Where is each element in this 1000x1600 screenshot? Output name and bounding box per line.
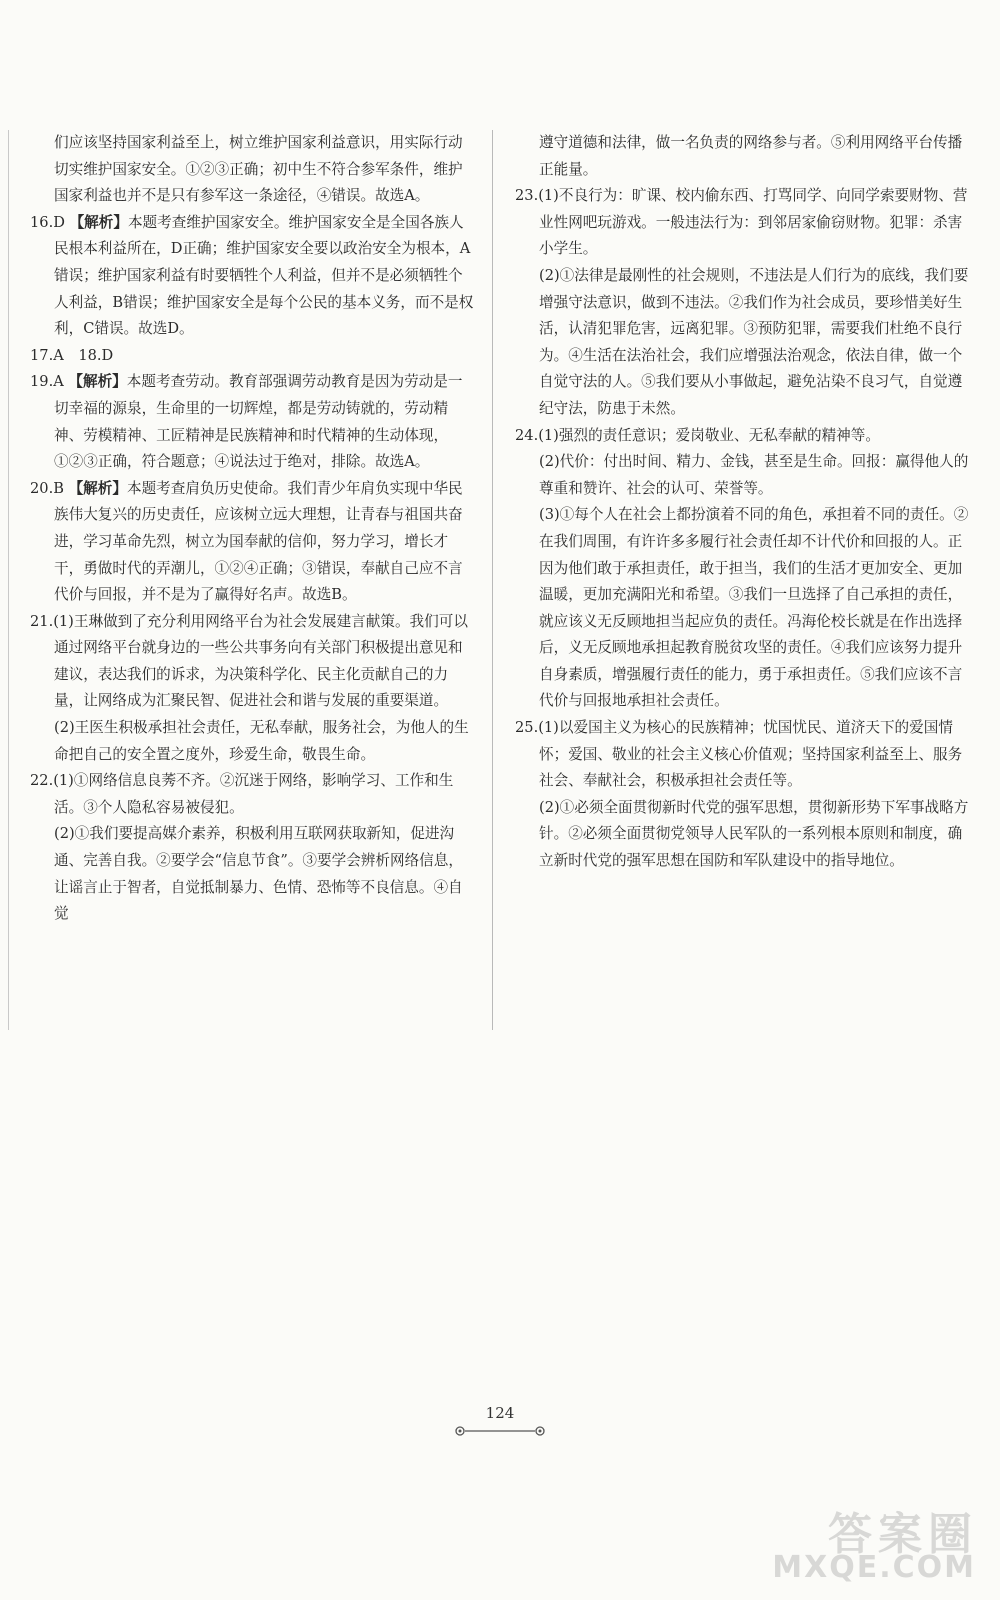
- answer-24-part1: 24.(1)强烈的责任意识；爱岗敬业、无私奉献的精神等。: [515, 426, 880, 444]
- watermark-logo: [738, 1498, 988, 1590]
- answer-24-part2: (2)代价：付出时间、精力、金钱，甚至是生命。回报：赢得他人的尊重和赞许、社会的认可、荣誉等。: [539, 453, 969, 497]
- answer-19: [30, 369, 475, 475]
- answer-16: [30, 210, 475, 343]
- watermark-title: 答案圈: [828, 1509, 978, 1560]
- answer-25-part1: 25.(1)以爱国主义为核心的民族精神；忧国忧民、道济天下的爱国情怀；爱国、敬业的社会主义核心价值观；坚持国家利益至上、服务社会、奉献社会，积极承担社会责任等。: [515, 719, 963, 790]
- analysis-tag: 【解析】: [68, 479, 127, 497]
- answer-23-part1: 23.(1)不良行为：旷课、校内偷东西、打骂同学、向同学索要财物、营业性网吧玩游戏。一般违法行为：到邻居家偷窃财物。犯罪：杀害小学生。: [515, 187, 968, 258]
- answer-19-choice: 19.A: [30, 373, 69, 391]
- answer-19-text: 本题考查劳动。教育部强调劳动教育是因为劳动是一切幸福的源泉，生命里的一切辉煌，都是劳动铸就的，劳动精神、劳模精神、工匠精神是民族精神和时代精神的生动体现，①②③正确，符合题意；④说法过于绝对，排除。故选A。: [54, 373, 463, 471]
- page-number: 124: [485, 1404, 515, 1422]
- answer-25-part2: (2)①必须全面贯彻新时代党的强军思想，贯彻新形势下军事战略方针。②必须全面贯彻党领导人民军队的一系列根本原则和制度，确立新时代党的强军思想在国防和军队建设中的指导地位。: [539, 798, 969, 870]
- page-number-ornament-icon: [444, 1424, 556, 1438]
- answer-24-part3: (3)①每个人在社会上都扮演着不同的角色，承担着不同的责任。②在我们周围，有许许多多履行社会责任却不计代价和回报的人。正因为他们敢于承担责任，敢于担当，我们的生活才更加安全、更加温暖，更加充满阳光和希望。③我们一旦选择了自己承担的责任，就应该义无反顾地担当起应负的责任。冯海伦校长就是在作出选择后，义无反顾地承担起教育脱贫攻坚的责任。④我们应该努力提升自身素质，增强履行责任的能力，勇于承担责任。⑤我们应该不言代价与回报地承担社会责任。: [539, 506, 969, 710]
- answer-16-text: 本题考查维护国家安全。维护国家安全是全国各族人民根本利益所在，D正确；维护国家安全要以政治安全为根本，A错误；维护国家利益有时要牺牲个人利益，但并不是必须牺牲个人利益，B错误；维护国家安全是每个公民的基本义务，而不是权利，C错误。故选D。: [54, 213, 474, 338]
- answer-21-part2: (2)王医生积极承担社会责任，无私奉献，服务社会，为他人的生命把自己的安全置之度外，珍爱生命，敬畏生命。: [54, 719, 469, 763]
- column-divider: [492, 130, 493, 1030]
- answer-20-text: 本题考查肩负历史使命。我们青少年肩负实现中华民族伟大复兴的历史责任，应该树立远大理想，让青春与祖国共奋进，学习革命先烈，树立为国奉献的信仰，努力学习，增长才干，勇做时代的弄潮儿，①②④正确；③错误，奉献自己应不言代价与回报，并不是为了赢得好名声。故选B。: [54, 479, 463, 604]
- analysis-tag: 【解析】: [69, 213, 128, 231]
- left-column: [30, 130, 475, 928]
- answer-23-part2: (2)①法律是最刚性的社会规则，不违法是人们行为的底线，我们要增强守法意识，做到不违法。②我们作为社会成员，要珍惜美好生活，认清犯罪危害，远离犯罪。③预防犯罪，需要我们杜绝不良行为。④生活在法治社会，我们应增强法治观念，依法自律，做一个自觉守法的人。⑤我们要从小事做起，避免沾染不良习气，自觉遵纪守法，防患于未然。: [539, 266, 969, 417]
- right-column: [515, 130, 970, 875]
- answer-22-part1: 22.(1)①网络信息良莠不齐。②沉迷于网络，影响学习、工作和生活。③个人隐私容易被侵犯。: [30, 772, 454, 816]
- watermark-url: MXQE.COM: [772, 1550, 976, 1585]
- analysis-tag: 【解析】: [68, 373, 127, 391]
- answer-21-part1: 21.(1)王琳做到了充分利用网络平台为社会发展建言献策。我们可以通过网络平台就身边的一些公共事务向有关部门积极提出意见和建议，表达我们的诉求，为决策科学化、民主化贡献自己的力量，让网络成为汇聚民智、促进社会和谐与发展的重要渠道。: [30, 612, 468, 710]
- answer-20-choice: 20.B: [30, 479, 69, 497]
- answer-22-part2: (2)①我们要提高媒介素养，积极利用互联网获取新知，促进沟通、完善自我。②要学会“信息节食”。③要学会辨析网络信息，让谣言止于智者，自觉抵制暴力、色情、恐怖等不良信息。④自觉: [54, 825, 463, 923]
- answer-17-18: 17.A 18.D: [30, 346, 114, 364]
- continued-answer-22: 遵守道德和法律，做一名负责的网络参与者。⑤利用网络平台传播正能量。: [539, 134, 963, 178]
- continued-answer-15: 们应该坚持国家利益至上，树立维护国家利益意识，用实际行动切实维护国家安全。①②③正确；初中生不符合参军条件，维护国家利益也并不是只有参军这一条途径，④错误。故选A。: [54, 134, 463, 205]
- answer-16-choice: 16.D: [30, 213, 70, 231]
- page-edge-line: [8, 130, 9, 1030]
- answer-20: [30, 476, 475, 609]
